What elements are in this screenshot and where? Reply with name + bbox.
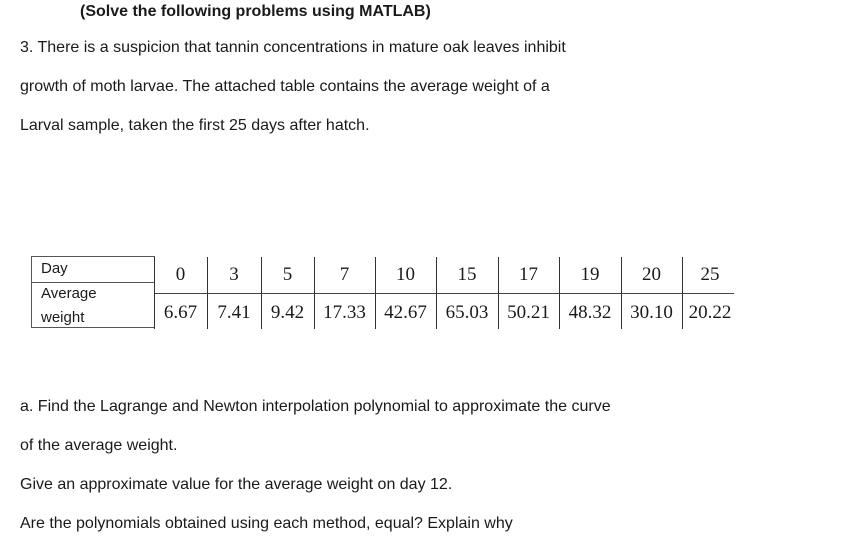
day-cell: 0 — [175, 264, 186, 285]
weight-cell: 7.41 — [217, 302, 251, 323]
day-label: Day — [41, 260, 68, 277]
weight-cell: 48.32 — [568, 302, 612, 323]
day-cell: 19 — [580, 264, 600, 285]
problem-line-2: growth of moth larvae. The attached table contains the average weight of a — [20, 78, 550, 95]
day-cell: 25 — [700, 264, 720, 285]
page-title: (Solve the following problems using MATLAB) — [80, 3, 431, 20]
question-line-4: Are the polynomials obtained using each method, equal? Explain why — [20, 515, 513, 532]
day-cell: 17 — [519, 264, 538, 285]
day-cell: 7 — [339, 264, 350, 285]
weight-cell: 20.22 — [688, 302, 732, 323]
data-table — [154, 257, 738, 329]
problem-line-1: 3. There is a suspicion that tannin concentrations in mature oak leaves inhibit — [20, 39, 566, 56]
weight-cell: 6.67 — [163, 302, 198, 323]
question-line-3: Give an approximate value for the average weight on day 12. — [20, 476, 453, 493]
weight-label-line-2: weight — [41, 309, 85, 326]
weight-label-line-1: Average — [41, 285, 97, 302]
row-divider — [154, 293, 734, 294]
day-cell: 15 — [457, 264, 477, 285]
day-cell: 5 — [282, 264, 293, 285]
weight-cell: 50.21 — [507, 302, 550, 323]
row-labels-table — [31, 256, 155, 328]
weight-cell: 17.33 — [323, 302, 366, 323]
weight-cell: 9.42 — [270, 302, 305, 323]
question-line-2: of the average weight. — [20, 437, 178, 454]
weight-cell: 65.03 — [445, 302, 489, 323]
weight-cell: 30.10 — [630, 302, 673, 323]
day-cell: 3 — [229, 264, 239, 285]
day-label-cell — [32, 257, 154, 283]
day-cell: 20 — [642, 264, 661, 285]
weight-cell: 42.67 — [384, 302, 427, 323]
day-cell: 10 — [396, 264, 415, 285]
problem-line-3: Larval sample, taken the first 25 days after hatch. — [20, 117, 370, 134]
question-line-1: a. Find the Lagrange and Newton interpolation polynomial to approximate the curve — [20, 398, 611, 415]
